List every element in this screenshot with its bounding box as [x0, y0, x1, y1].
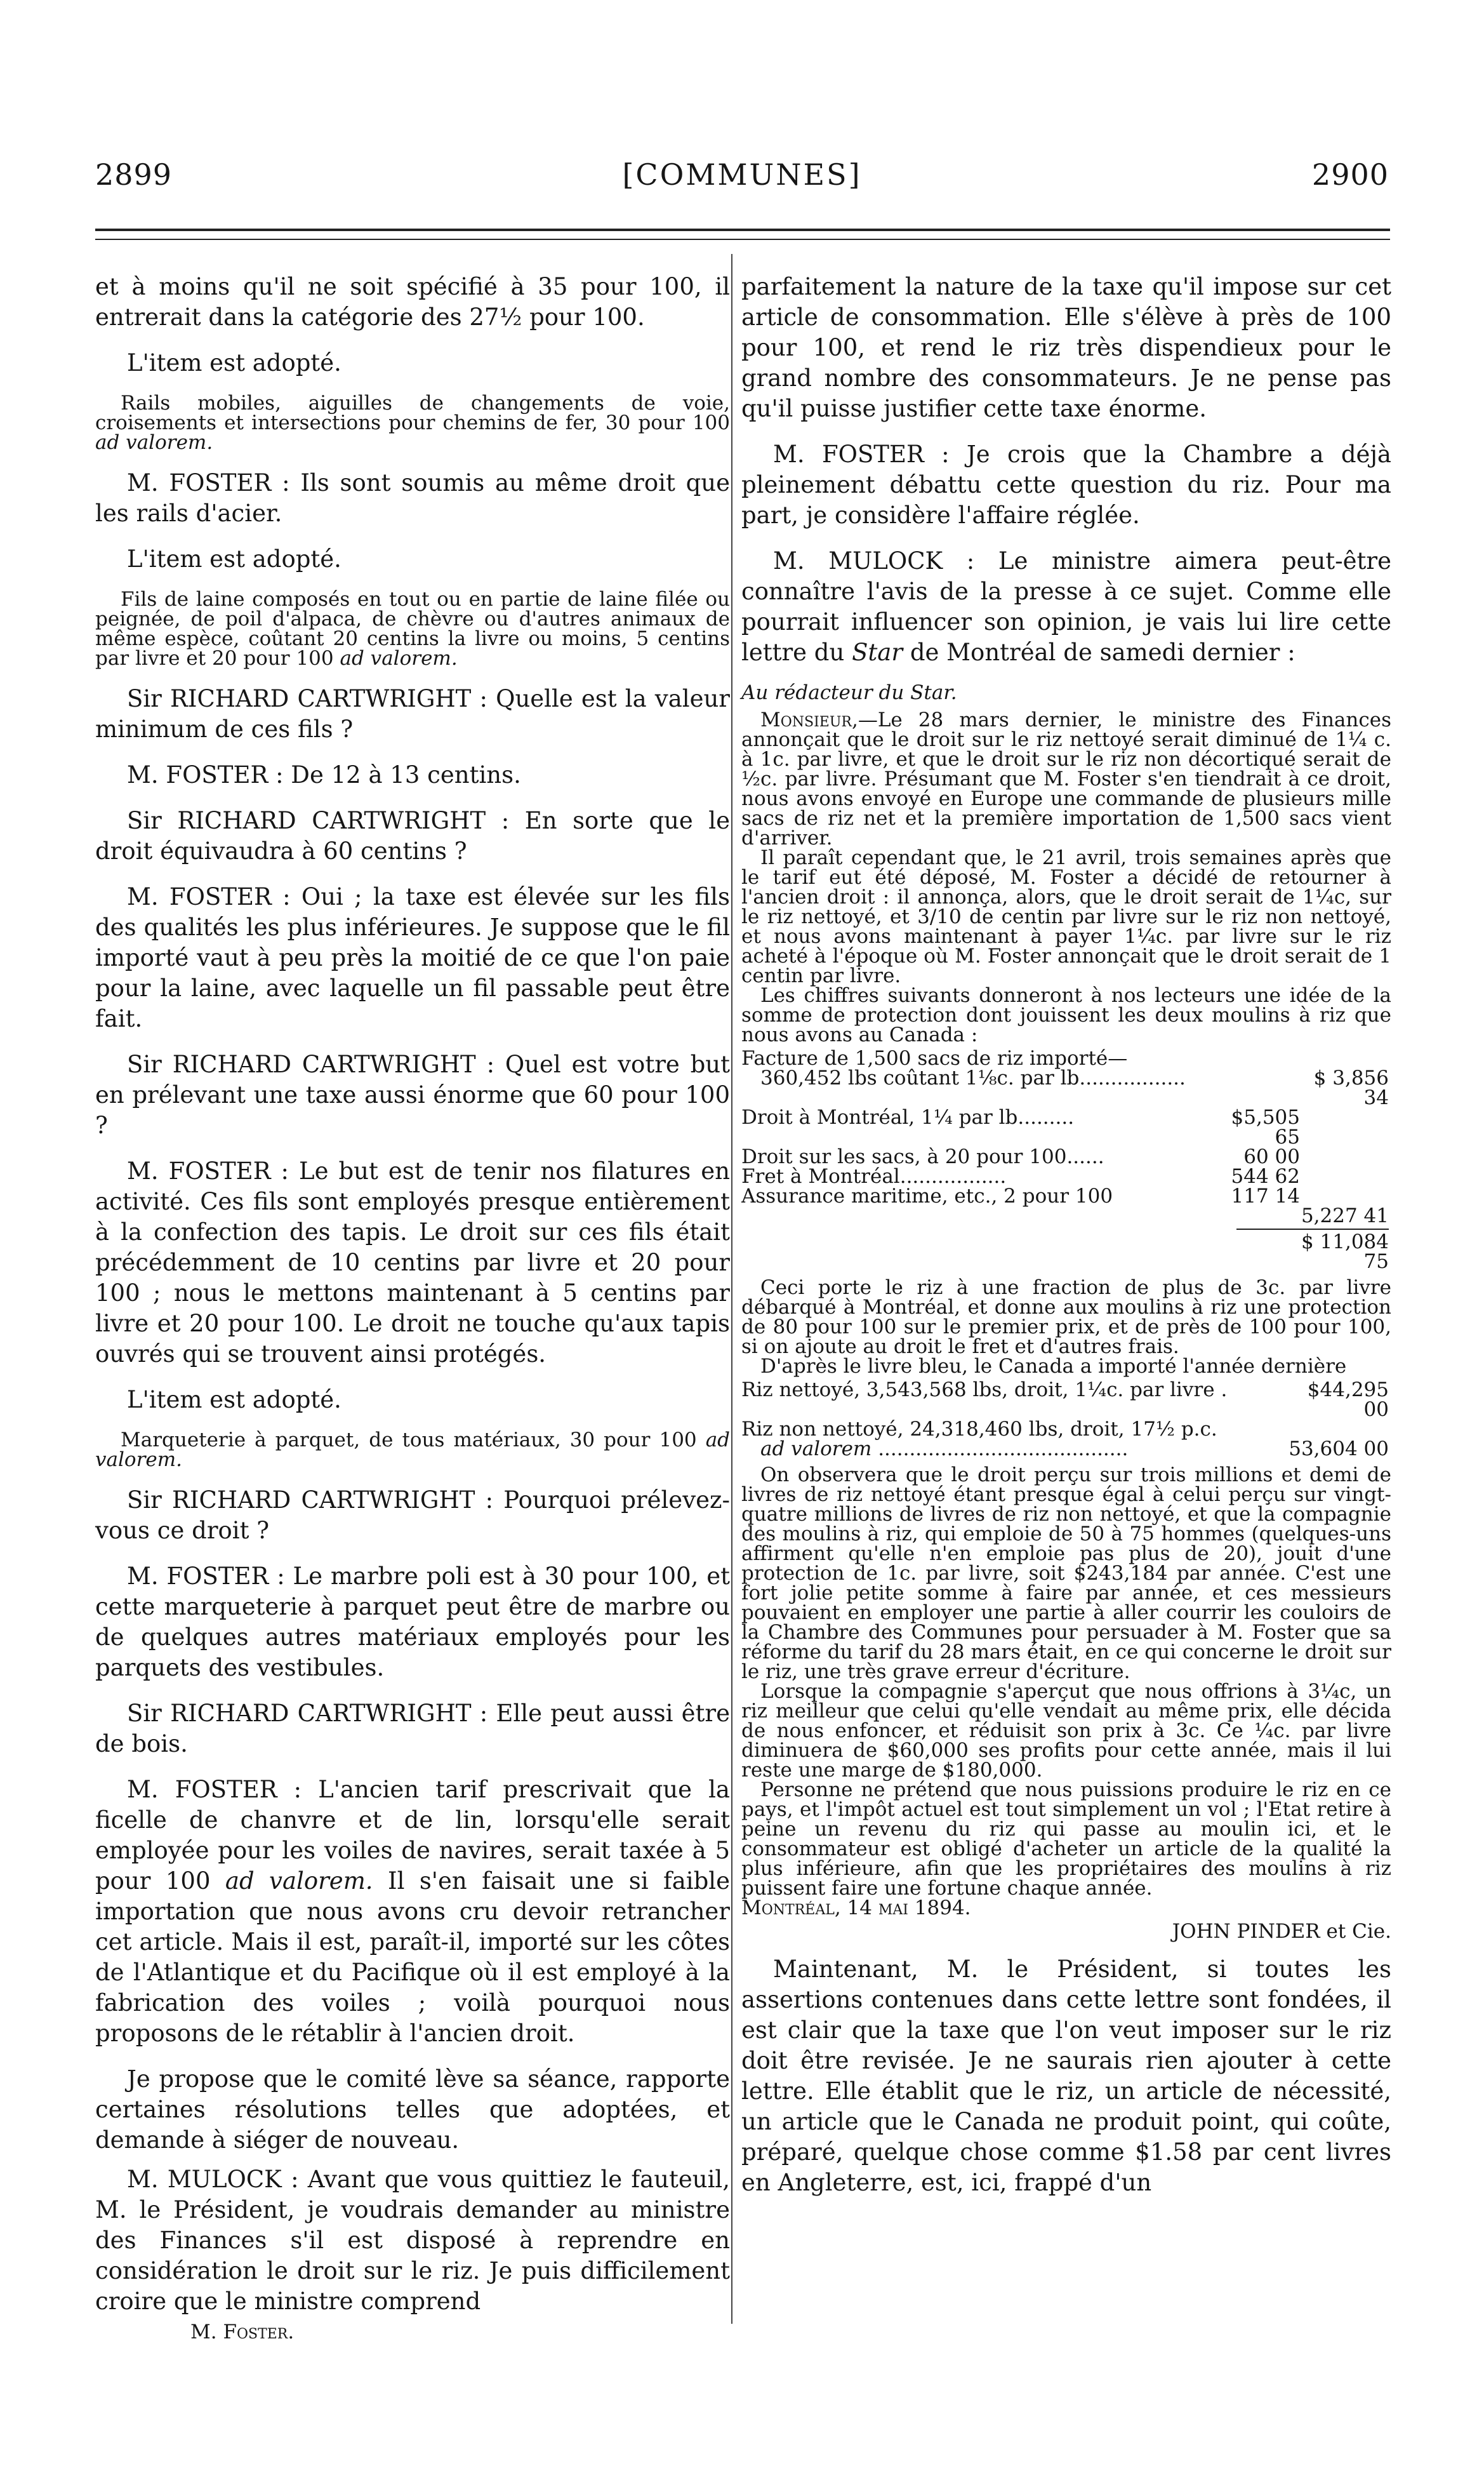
header-rule-thin: [95, 239, 1390, 240]
table-row: [741, 1167, 1391, 1187]
letter-paragraph: Les chiffres suivants donneront à nos lecteurs une idée de la somme de protection dont jouissent les deux moulins à riz que nous avons au Canada :: [741, 984, 1391, 1046]
table-row: [741, 1232, 1391, 1272]
right-column: [741, 272, 1391, 2213]
tariff-item-italic: ad valorem.: [340, 647, 458, 670]
paragraph: M. FOSTER : Oui ; la taxe est élevée sur les fils des qualités les plus inférieures. Je suppose que le fil importé vaut à peu près la moitié de ce que l'on paie pour la laine, avec laquelle un fil passable peut être fait.: [95, 883, 730, 1032]
paragraph: Sir RICHARD CARTWRIGHT : Elle peut aussi être de bois.: [95, 1700, 730, 1757]
tariff-item-text: Rails mobiles, aiguilles de changements de voie, croisements et intersections pour chemins de fer, 30 pour 100: [95, 392, 730, 434]
paragraph: Sir RICHARD CARTWRIGHT : Pourquoi prélevez-vous ce droit ?: [95, 1486, 730, 1544]
quoted-letter: [741, 683, 1391, 1942]
table-cell-amount: [1300, 1187, 1389, 1206]
paragraph: M. FOSTER : De 12 à 13 centins.: [127, 761, 521, 789]
page-number-left: 2899: [95, 157, 173, 192]
table-cell-label: [741, 1206, 1224, 1226]
letter-signature: JOHN PINDER et Cie.: [1172, 1920, 1391, 1943]
letter-paragraph: Personne ne prétend que nous puissions produire le riz en ce pays, et l'impôt actuel est tout simplement un vol ; l'Etat retire à peine un revenu du riz qui passe au moulin ici, et le consommateur est obligé d'acheter un article de la qualité la plus inférieure, afin que les propriétaires des moulins à riz puissent faire une fortune chaque année.: [741, 1778, 1391, 1900]
tariff-item: [95, 590, 730, 669]
paragraph: et à moins qu'il ne soit spécifié à 35 pour 100, il entrerait dans la catégorie des 27½ pour 100.: [95, 273, 730, 331]
adoption-note: L'item est adopté.: [127, 1386, 341, 1413]
leader-dots: ........................................: [878, 1437, 1129, 1460]
letter-dateline: Montréal, 14 mai 1894.: [741, 1896, 971, 1919]
table-cell-label: Assurance maritime, etc., 2 pour 100: [741, 1185, 1113, 1208]
adoption-note: L'item est adopté.: [127, 349, 341, 377]
table-cell-amount: $ 3,856 34: [1313, 1067, 1389, 1109]
rice-import-table: [741, 1380, 1391, 1459]
table-cell-amount: [1300, 1147, 1389, 1167]
table-cell-mid: 544 62: [1231, 1165, 1300, 1188]
header-rule-thick: [95, 229, 1390, 231]
tariff-item: [95, 394, 730, 453]
table-cell-label: [741, 1232, 1224, 1272]
table-cell-mid: 117 14: [1231, 1185, 1300, 1208]
text-run: de Montréal de samedi dernier :: [910, 639, 1295, 666]
text-run: Il s'en faisait une si faible importation que nous avons cru devoir retrancher cet article. Mais il est, paraît-il, importé sur les côtes de l'Atlantique et du Pacifique où il est employé à la fabrication des voiles ; voilà pourquoi nous proposons de le rétablir à l'ancien droit.: [95, 1867, 731, 2047]
table-row: [741, 1049, 1391, 1069]
table-row: [741, 1187, 1391, 1206]
table-cell-label: Riz nettoyé, 3,543,568 lbs, droit, 1¼c. par livre .: [741, 1378, 1228, 1401]
letter-salutation: Au rédacteur du Star.: [741, 681, 957, 704]
table-cell-amount: $44,295 00: [1307, 1378, 1389, 1421]
adoption-note: L'item est adopté.: [127, 545, 341, 573]
running-title: [COMMUNES]: [622, 157, 862, 192]
paragraph: M. FOSTER : Ils sont soumis au même droit que les rails d'acier.: [95, 469, 730, 527]
column-divider: [731, 254, 732, 2324]
text-run: M. MULOCK : Le ministre aimera peut-être connaître l'avis de la presse à ce sujet. Comme elle pourrait influencer son opinion, je vais lui lire cette lettre du: [741, 547, 1391, 666]
letter-paragraph: D'après le livre bleu, le Canada a importé l'année dernière: [760, 1355, 1347, 1378]
table-cell-label: Fret à Montréal.................: [741, 1165, 1007, 1188]
text-run: —Le 28 mars dernier, le ministre des Finances annonçait que le droit sur le riz nettoyé serait diminué de 1¼ c. à 1c. par livre, et que le droit sur le riz non décortiqué serait de ½c. par livre. Présumant que M. Foster s'en tiendrait à ce droit, nous avons envoyé en Europe une commande de plusieurs mille sacs de riz net et la première importation de 1,500 sacs vient d'arriver.: [741, 709, 1391, 850]
table-cell-mid: [1224, 1206, 1300, 1226]
tariff-item-italic: ad valorem.: [95, 1429, 731, 1471]
paragraph: M. FOSTER : Le but est de tenir nos filatures en activité. Ces fils sont employés presque entièrement à la confection des tapis. Le droit sur ces fils était précédemment de 10 centins par livre et 20 pour 100 ; nous le mettons maintenant à 5 centins par livre et 20 pour 100. Le droit ne touche qu'aux tapis ouvrés qui se trouvent ainsi protégés.: [95, 1157, 730, 1368]
tariff-item-text: Marqueterie à parquet, de tous matériaux, 30 pour 100: [121, 1429, 697, 1451]
table-total: $ 11,084 75: [1301, 1230, 1389, 1273]
letter-paragraph: [741, 710, 1391, 848]
text-run-italic: ad valorem.: [225, 1867, 373, 1895]
letter-paragraph: Il paraît cependant que, le 21 avril, trois semaines après que le tarif eut été déposé, M. Foster a décidé de retourner à l'ancien droit : il annonça, alors, que le droit serait de 1¼c, sur le riz nettoyé, et 3/10 de centin par livre sur le riz non nettoyé, et nous avons maintenant à payer 1¼c. par livre sur le riz acheté à l'époque où M. Foster annonçait que le droit serait de 1 centin par livre.: [741, 846, 1391, 987]
table-cell-amount: [1300, 1167, 1389, 1187]
table-cell-label: Riz non nettoyé, 24,318,460 lbs, droit, 17½ p.c.: [741, 1418, 1217, 1441]
text-run-italic: ad valorem: [760, 1437, 872, 1460]
table-row: [741, 1439, 1391, 1459]
text-run-italic: Star: [852, 639, 903, 666]
table-row: [741, 1420, 1391, 1439]
table-cell-label: [741, 1439, 1287, 1459]
page-number-right: 2900: [1311, 157, 1389, 192]
table-cell-label: Droit à Montréal, 1¼ par lb.........: [741, 1106, 1075, 1129]
paragraph: M. FOSTER : Le marbre poli est à 30 pour 100, et cette marqueterie à parquet peut être de marbre ou de quelques autres matériaux employés pour les parquets des vestibules.: [95, 1563, 730, 1681]
table-total-rule: [1236, 1229, 1389, 1230]
text-run: M. FOSTER : L'ancien tarif prescrivait que la ficelle de chanvre et de lin, lorsqu'elle serait employée pour les voiles de navires, serait taxée à 5 pour 100: [95, 1776, 730, 1895]
paragraph: M. FOSTER : Je crois que la Chambre a déjà pleinement débattu cette question du riz. Pour ma part, je considère l'affaire réglée.: [741, 441, 1391, 529]
table-subtotal: 5,227 41: [1301, 1204, 1389, 1227]
paragraph: parfaitement la nature de la taxe qu'il impose sur cet article de consommation. Elle s'élève à près de 100 pour 100, et rend le riz très dispendieux pour le grand nombre des consommateurs. Je ne pense pas qu'il puisse justifier cette taxe énorme.: [741, 273, 1391, 422]
paragraph: Je propose que le comité lève sa séance, rapporte certaines résolutions telles que adoptées, et demande à siéger de nouveau.: [95, 2065, 730, 2154]
paragraph: [95, 1775, 730, 2049]
table-row: [741, 1147, 1391, 1167]
table-cell-label: Droit sur les sacs, à 20 pour 100......: [741, 1145, 1104, 1168]
left-column: [95, 272, 730, 2343]
tariff-item: [95, 1430, 730, 1470]
letter-paragraph: Ceci porte le riz à une fraction de plus de 3c. par livre débarqué à Montréal, et donne aux moulins à riz une protection de 80 pour 100 sur le premier prix, et de près de 100 pour 100, si on ajoute au droit le fret et d'autres frais.: [741, 1276, 1391, 1358]
paragraph: Maintenant, M. le Président, si toutes les assertions contenues dans cette lettre sont fondées, il est clair que la taxe que l'on veut imposer sur le riz doit être revisée. Je ne saurais rien ajouter à cette lettre. Elle établit que le riz, un article de nécessité, un article que le Canada ne produit point, qui coûte, préparé, quelque chose comme $1.58 par cent livres en Angleterre, est, ici, frappé d'un: [741, 1956, 1391, 2196]
paragraph: Sir RICHARD CARTWRIGHT : En sorte que le droit équivaudra à 60 centins ?: [95, 807, 730, 865]
letter-opening: Monsieur,: [760, 709, 858, 731]
table-cell-mid: [1224, 1232, 1300, 1272]
page-footer-speaker: M. Foster.: [190, 2321, 295, 2343]
table-cell-mid: 60 00: [1243, 1145, 1300, 1168]
paragraph: M. MULOCK : Avant que vous quittiez le fauteuil, M. le Président, je voudrais demander au ministre des Finances s'il est disposé à reprendre en considération le droit sur le riz. Je puis difficilement croire que le ministre comprend: [95, 2166, 730, 2315]
table-cell-amount: [1300, 1108, 1389, 1147]
letter-paragraph: Lorsque la compagnie s'aperçut que nous offrions à 3¼c, un riz meilleur que celui qu'elle vendait au même prix, elle décida de nous enfoncer, et réduisit son prix à 3c. Ce ¼c. par livre diminuera de $60,000 ses profits pour cette année, mais il lui reste une marge de $180,000.: [741, 1680, 1391, 1782]
table-row: [741, 1069, 1391, 1108]
tariff-item-italic: ad valorem.: [95, 431, 213, 454]
table-row: [741, 1108, 1391, 1147]
table-row: [741, 1206, 1391, 1226]
table-heading: Facture de 1,500 sacs de riz importé—: [741, 1047, 1128, 1070]
tariff-item-text: Fils de laine composés en tout ou en partie de laine filée ou peignée, de poil d'alpaca, de chèvre ou d'autres animaux de même espèce, coûtant 20 centins la livre ou moins, 5 centins par livre et 20 pour 100: [95, 588, 730, 670]
table-cell-amount: 53,604 00: [1289, 1437, 1389, 1460]
table-cell-label: 360,452 lbs coûtant 1⅛c. par lb.................: [760, 1067, 1186, 1090]
table-cell-mid: [1224, 1069, 1300, 1108]
table-cell-mid: $5,505 65: [1231, 1106, 1300, 1149]
letter-paragraph: On observera que le droit perçu sur trois millions et demi de livres de riz nettoyé étant presque égal à celui perçu sur vingt-quatre millions de livres de riz non nettoyé, et que la compagnie des moulins à riz, qui emploie de 50 à 75 hommes (quelques-uns affirment qu'elle n'en emploie pas plus de 20), jouit d'une protection de 1c. par livre, soit $243,184 par année. C'est une fort jolie petite somme à faire par année, et ces messieurs pouvaient en employer une partie à aller courrir les couloirs de la Chambre des Communes pour persuader à M. Foster que sa réforme du tarif du 28 mars était, en ce qui concerne le droit sur le riz, une très grave erreur d'écriture.: [741, 1463, 1391, 1683]
paragraph: [741, 546, 1391, 668]
invoice-table: [741, 1049, 1391, 1272]
paragraph: Sir RICHARD CARTWRIGHT : Quel est votre but en prélevant une taxe aussi énorme que 60 pour 100 ?: [95, 1051, 730, 1139]
paragraph: Sir RICHARD CARTWRIGHT : Quelle est la valeur minimum de ces fils ?: [95, 685, 730, 743]
table-row: [741, 1380, 1391, 1420]
